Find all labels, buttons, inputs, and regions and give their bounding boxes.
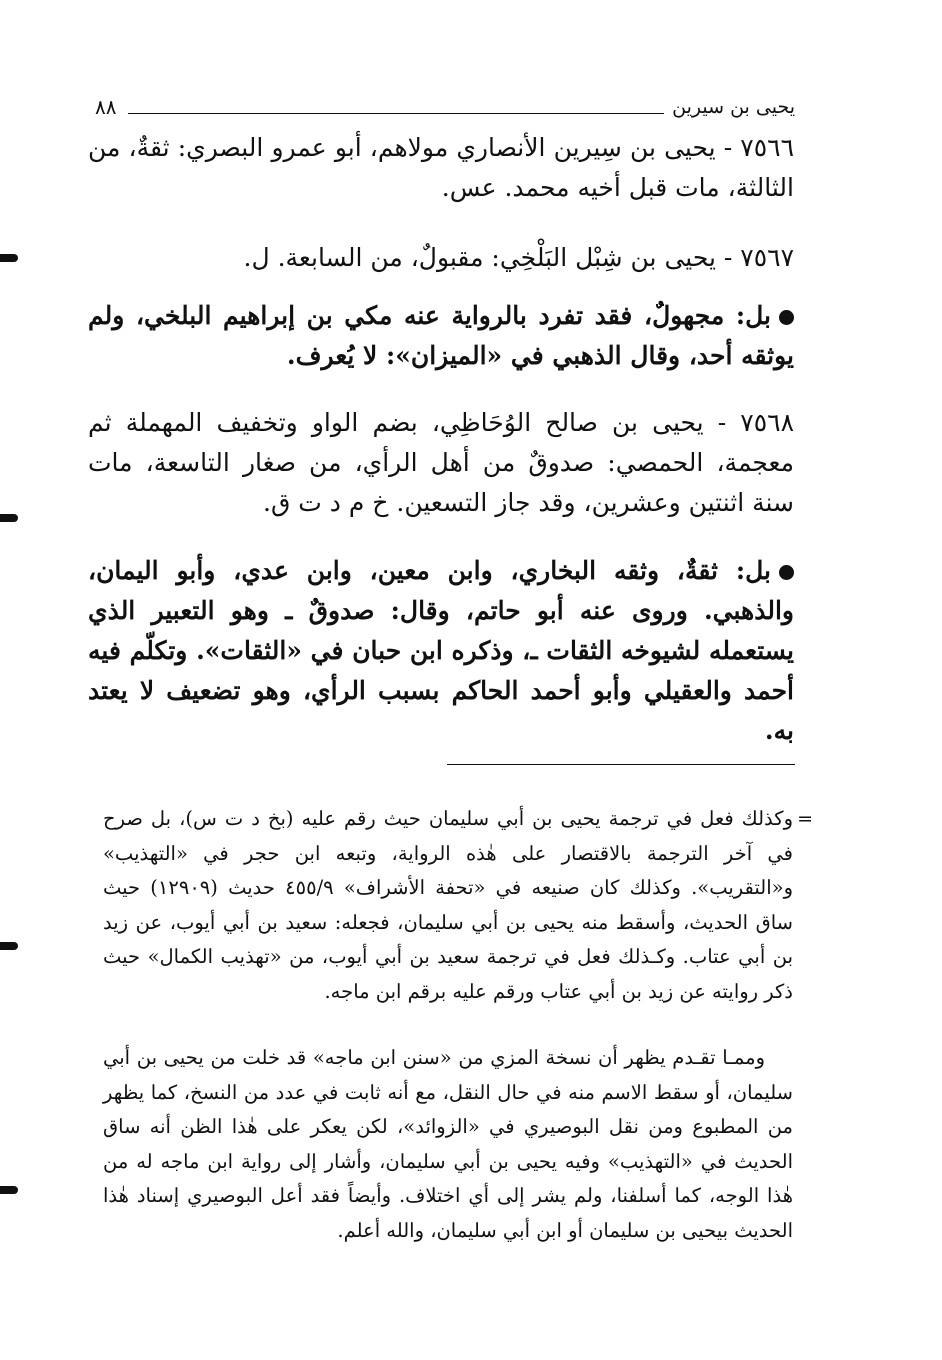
entry-text: ٧٥٦٧ - يحيى بن شِبْل البَلْخِي: مقبولٌ، من السابعة. ل.	[243, 243, 794, 272]
comment-7567	[88, 296, 794, 376]
comment-7568	[88, 551, 794, 751]
scan-edge-mark	[0, 254, 18, 262]
bullet-icon	[779, 310, 794, 325]
entry-7568	[88, 403, 794, 523]
footnote-text: وكذلك فعل في ترجمة يحيى بن أبي سليمان حيث رقم عليه (بخ د ت س)، بل صرح في آخر الترجمة بالاقتصار على هٰذه الرواية، وتبعه ابن حجر في «التهذيب» و«التقريب». وكذلك كان صنيعه في «تحفة الأشراف» ٤٥٥/٩ حديث (١٢٩٠٩) حيث ساق الحديث، وأسقط منه يحيى بن أبي سليمان، فجعله: سعيد بن أبي أيوب، عن زيد بن أبي عتاب. وكـذلك فعل في ترجمة سعيد بن أبي أيوب، من «تهذيب الكمال» حيث ذكر روايته عن زيد بن أبي عتاب ورقم عليه برقم ابن ماجه.	[103, 807, 794, 1003]
entry-7567	[88, 238, 794, 278]
running-header	[95, 92, 795, 118]
comment-text: بل: ثقةٌ، وثقه البخاري، وابن معين، وابن عدي، وأبو اليمان، والذهبي. وروى عنه أبو حاتم، وقال: صدوقٌ ـ وهو التعبير الذي يستعمله لشيوخه الثقات ـ، وذكره ابن حبان في «الثقات». وتكلّم فيه أحمد والعقيلي وأبو أحمد الحاكم بسبب الرأي، وهو تضعيف لا يعتد به.	[88, 556, 794, 745]
scan-edge-mark	[0, 1186, 18, 1194]
scan-edge-mark	[0, 514, 18, 522]
header-rule	[128, 113, 664, 114]
continuation-mark: =	[797, 808, 813, 830]
comment-text: بل: مجهولٌ، فقد تفرد بالرواية عنه مكي بن إبراهيم البلخي، ولم يوثقه أحد، وقال الذهبي في «الميزان»: لا يُعرف.	[88, 301, 794, 370]
entry-text: ٧٥٦٨ - يحيى بن صالح الوُحَاظِي، بضم الواو وتخفيف المهملة ثم معجمة، الحمصي: صدوقٌ من أهل الرأي، من صغار التاسعة، مات سنة اثنتين وعشرين، وقد جاز التسعين. خ م د ت ق.	[88, 408, 794, 517]
page-number: ٨٨	[95, 95, 117, 119]
entry-text: ٧٥٦٦ - يحيى بن سِيرين الأنصاري مولاهم، أبو عمرو البصري: ثقةٌ، من الثالثة، مات قبل أخيه محمد. عس.	[88, 133, 794, 202]
footnote-text: وممـا تقـدم يظهر أن نسخة المزي من «سنن ابن ماجه» قد خلت من يحيى بن أبي سليمان، أو سقط الاسم منه في حال النقل، مع أنه ثابت في عدد من النسخ، كما يظهر من المطبوع ومن نقل البوصيري في «الزوائد»، لكن يعكر على هٰذا الظن أنه ساق الحديث في «التهذيب» وفيه يحيى بن أبي سليمان، وأشار إلى رواية ابن ماجه له من هٰذا الوجه، كما أسلفنا، ولم يشر إلى أي اختلاف. وأيضاً فقد أعل البوصيري إسناد هٰذا الحديث بيحيى بن سليمان أو ابن أبي سليمان، والله أعلم.	[103, 1046, 793, 1242]
running-title: يحيى بن سيرين	[672, 96, 795, 118]
footnote-paragraph-2	[103, 1041, 793, 1248]
entry-7566	[88, 128, 794, 208]
footnote-paragraph-1	[103, 802, 813, 1009]
footnote-rule	[447, 764, 795, 765]
scan-edge-mark	[0, 942, 18, 950]
bullet-icon	[779, 565, 794, 580]
